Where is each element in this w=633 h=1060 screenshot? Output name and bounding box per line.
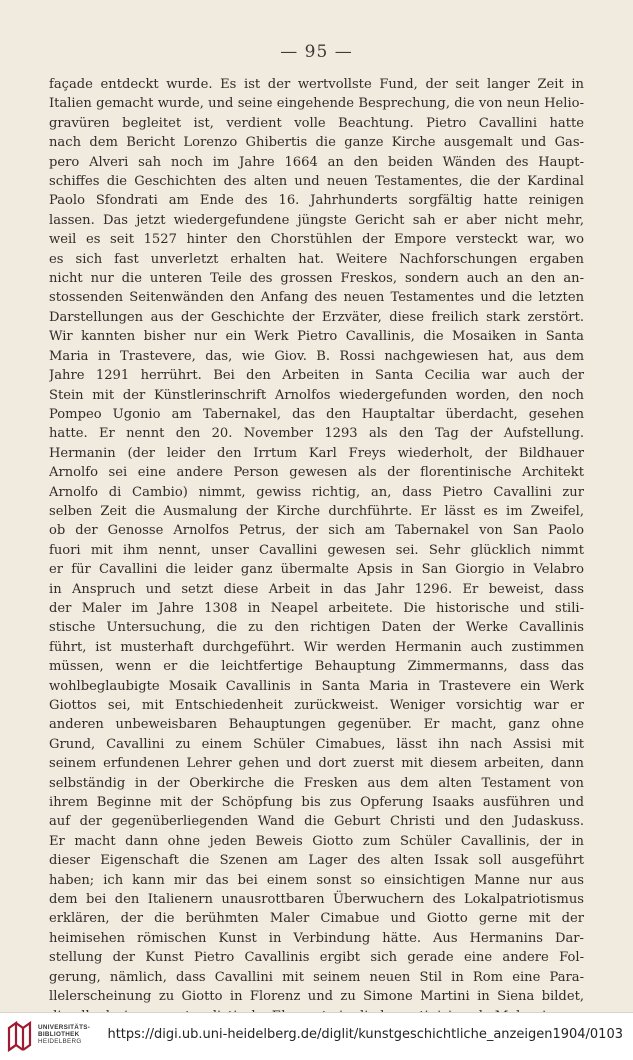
library-name-line: HEIDELBERG — [38, 1038, 82, 1046]
text-line: Maria in Trastevere, das, wie Giov. B. Rossi nachgewiesen hat, aus dem — [49, 348, 584, 364]
text-line: Giottos sei, mit Entschiedenheit zurückweist. Weniger vorsichtig war er — [49, 698, 584, 713]
text-line: gravüren begleitet ist, verdient volle Beachtung. Pietro Cavallini hatte — [49, 115, 584, 131]
text-line: wohlbeglaubigte Mosaik Cavallinis in Santa Maria in Trastevere ein Werk — [49, 678, 584, 694]
text-line: pero Alveri sah noch im Jahre 1664 an den beiden Wänden des Haupt- — [49, 154, 584, 170]
text-line: er für Cavallini die leider ganz übermalte Apsis in San Giorgio in Velabro — [49, 562, 584, 578]
text-line: selben Zeit die Ausmalung der Kirche durchführte. Er lässt es im Zweifel, — [49, 503, 584, 519]
text-line: lassen. Das jetzt wiedergefundene jüngste Gericht sah er aber nicht mehr, — [49, 212, 584, 228]
text-line: erklären, der die berühmten Maler Cimabue und Giotto gerne mit der — [49, 911, 584, 927]
source-url-link[interactable]: https://digi.ub.uni-heidelberg.de/diglit/kunstgeschichtliche_anzeigen1904/0103 — [107, 1027, 623, 1042]
text-line: Arnolfo sei eine andere Person gewesen als der florentinische Architekt — [49, 465, 584, 481]
text-line: Arnolfo di Cambio) nimmt, gewiss richtig, an, dass Pietro Cavallini zur — [49, 484, 584, 500]
text-line: Pompeo Ugonio am Tabernakel, das den Hauptaltar überdacht, gesehen — [49, 406, 584, 422]
text-line: weil es seit 1527 hinter den Chorstühlen der Empore versteckt war, wo — [49, 232, 584, 248]
text-line: nicht nur die unteren Teile des grossen Freskos, sondern auch an den an- — [49, 271, 584, 287]
text-line: es sich fast unverletzt erhalten hat. Weitere Nachforschungen ergaben — [49, 251, 584, 267]
text-line: Paolo Sfondrati am Ende des 16. Jahrhunderts sorgfältig hatte reinigen — [49, 193, 584, 209]
library-name-line: UNIVERSITÄTS- — [38, 1024, 91, 1031]
text-line: schiffes die Geschichten des alten und neuen Testamentes, die der Kardinal — [49, 174, 584, 190]
text-line: haben; ich kann mir das bei einem sonst so einsichtigen Manne nur aus — [49, 872, 584, 888]
text-line: in Anspruch und setzt diese Arbeit in das Jahr 1296. Er beweist, dass — [49, 581, 584, 597]
library-name — [38, 1024, 90, 1046]
text-line: façade entdeckt wurde. Es ist der wertvollste Fund, der seit langer Zeit in — [49, 77, 584, 92]
text-line: führt, ist musterhaft durchgeführt. Wir werden Hermanin auch zustimmen — [49, 639, 584, 655]
text-line: Er macht dann ohne jeden Beweis Giotto zum Schüler Cavallinis, der in — [49, 833, 584, 849]
library-logo-icon — [5, 1020, 35, 1053]
text-line: Hermanin (der leider den Irrtum Karl Freys wiederholt, der Bildhauer — [49, 445, 584, 461]
text-line: dieser Eigenschaft die Szenen am Lager des alten Issak soll ausgeführt — [49, 853, 584, 869]
text-line: fuori mit ihm nennt, unser Cavallini gewesen sei. Sehr glücklich nimmt — [49, 542, 584, 558]
text-line: Grund, Cavallini zu einem Schüler Cimabues, lässt ihn nach Assisi mit — [49, 736, 584, 752]
text-line: auf der gegenüberliegenden Wand die Geburt Christi und den Judaskuss. — [49, 814, 584, 830]
text-line: nach dem Bericht Lorenzo Ghibertis die ganze Kirche ausgemalt und Gas- — [49, 135, 584, 151]
text-line: Wir kannten bisher nur ein Werk Pietro Cavallinis, die Mosaiken in Santa — [49, 329, 584, 345]
text-line: anderen unbeweisbaren Behauptungen gegenüber. Er macht, ganz ohne — [49, 717, 584, 733]
text-line: llelerscheinung zu Giotto in Florenz und zu Simone Martini in Siena bildet, — [49, 989, 584, 1005]
text-line: stellung der Kunst Pietro Cavallinis ergibt sich gerade eine andere Fol- — [49, 950, 584, 966]
library-name-line: BIBLIOTHEK — [38, 1031, 80, 1039]
body-text — [49, 75, 584, 1026]
text-line: gerung, nämlich, dass Cavallini mit seinem neuen Stil in Rom eine Para- — [49, 969, 584, 985]
page-number: — 95 — — [280, 42, 353, 62]
text-line: Stein mit der Künstlerinschrift Arnolfos wiedergefunden worden, den noch — [49, 387, 584, 403]
text-line: Darstellungen aus der Geschichte der Erzväter, diese freilich stark zerstört. — [49, 309, 584, 325]
text-line: hatte. Er nennt den 20. November 1293 als den Tag der Aufstellung. — [49, 426, 584, 442]
text-line: dem bei den Italienern unausrottbaren Überwuchern des Lokalpatriotismus — [49, 892, 584, 908]
text-line: selbständig in der Oberkirche die Fresken aus dem alten Testament von — [49, 775, 584, 791]
text-line: stossenden Seitenwänden den Anfang des neuen Testamentes und die letzten — [49, 290, 584, 306]
text-line: der Maler im Jahre 1308 in Neapel arbeitete. Die historische und stili- — [49, 600, 584, 616]
text-line: Jahre 1291 herrührt. Bei den Arbeiten in Santa Cecilia war auch der — [49, 368, 584, 384]
footer-bar — [0, 1012, 633, 1060]
text-line: Italien gemacht wurde, und seine eingehende Besprechung, die von neun Helio- — [49, 96, 584, 112]
text-line: müssen, wenn er die leichtfertige Behauptung Zimmermanns, dass das — [49, 659, 584, 675]
text-line: ob der Genosse Arnolfos Petrus, der sich am Tabernakel von San Paolo — [49, 523, 584, 539]
text-line: stische Untersuchung, die zu den richtigen Daten der Werke Cavallinis — [49, 620, 584, 636]
text-line: seinem erfundenen Lehrer gehen und dort zuerst mit diesem arbeiten, dann — [49, 756, 584, 772]
text-line: ihrem Beginne mit der Schöpfung bis zus Opferung Isaaks ausführen und — [49, 795, 584, 811]
text-line: heimisehen römischen Kunst in Verbindung hätte. Aus Hermanins Dar- — [49, 930, 584, 946]
